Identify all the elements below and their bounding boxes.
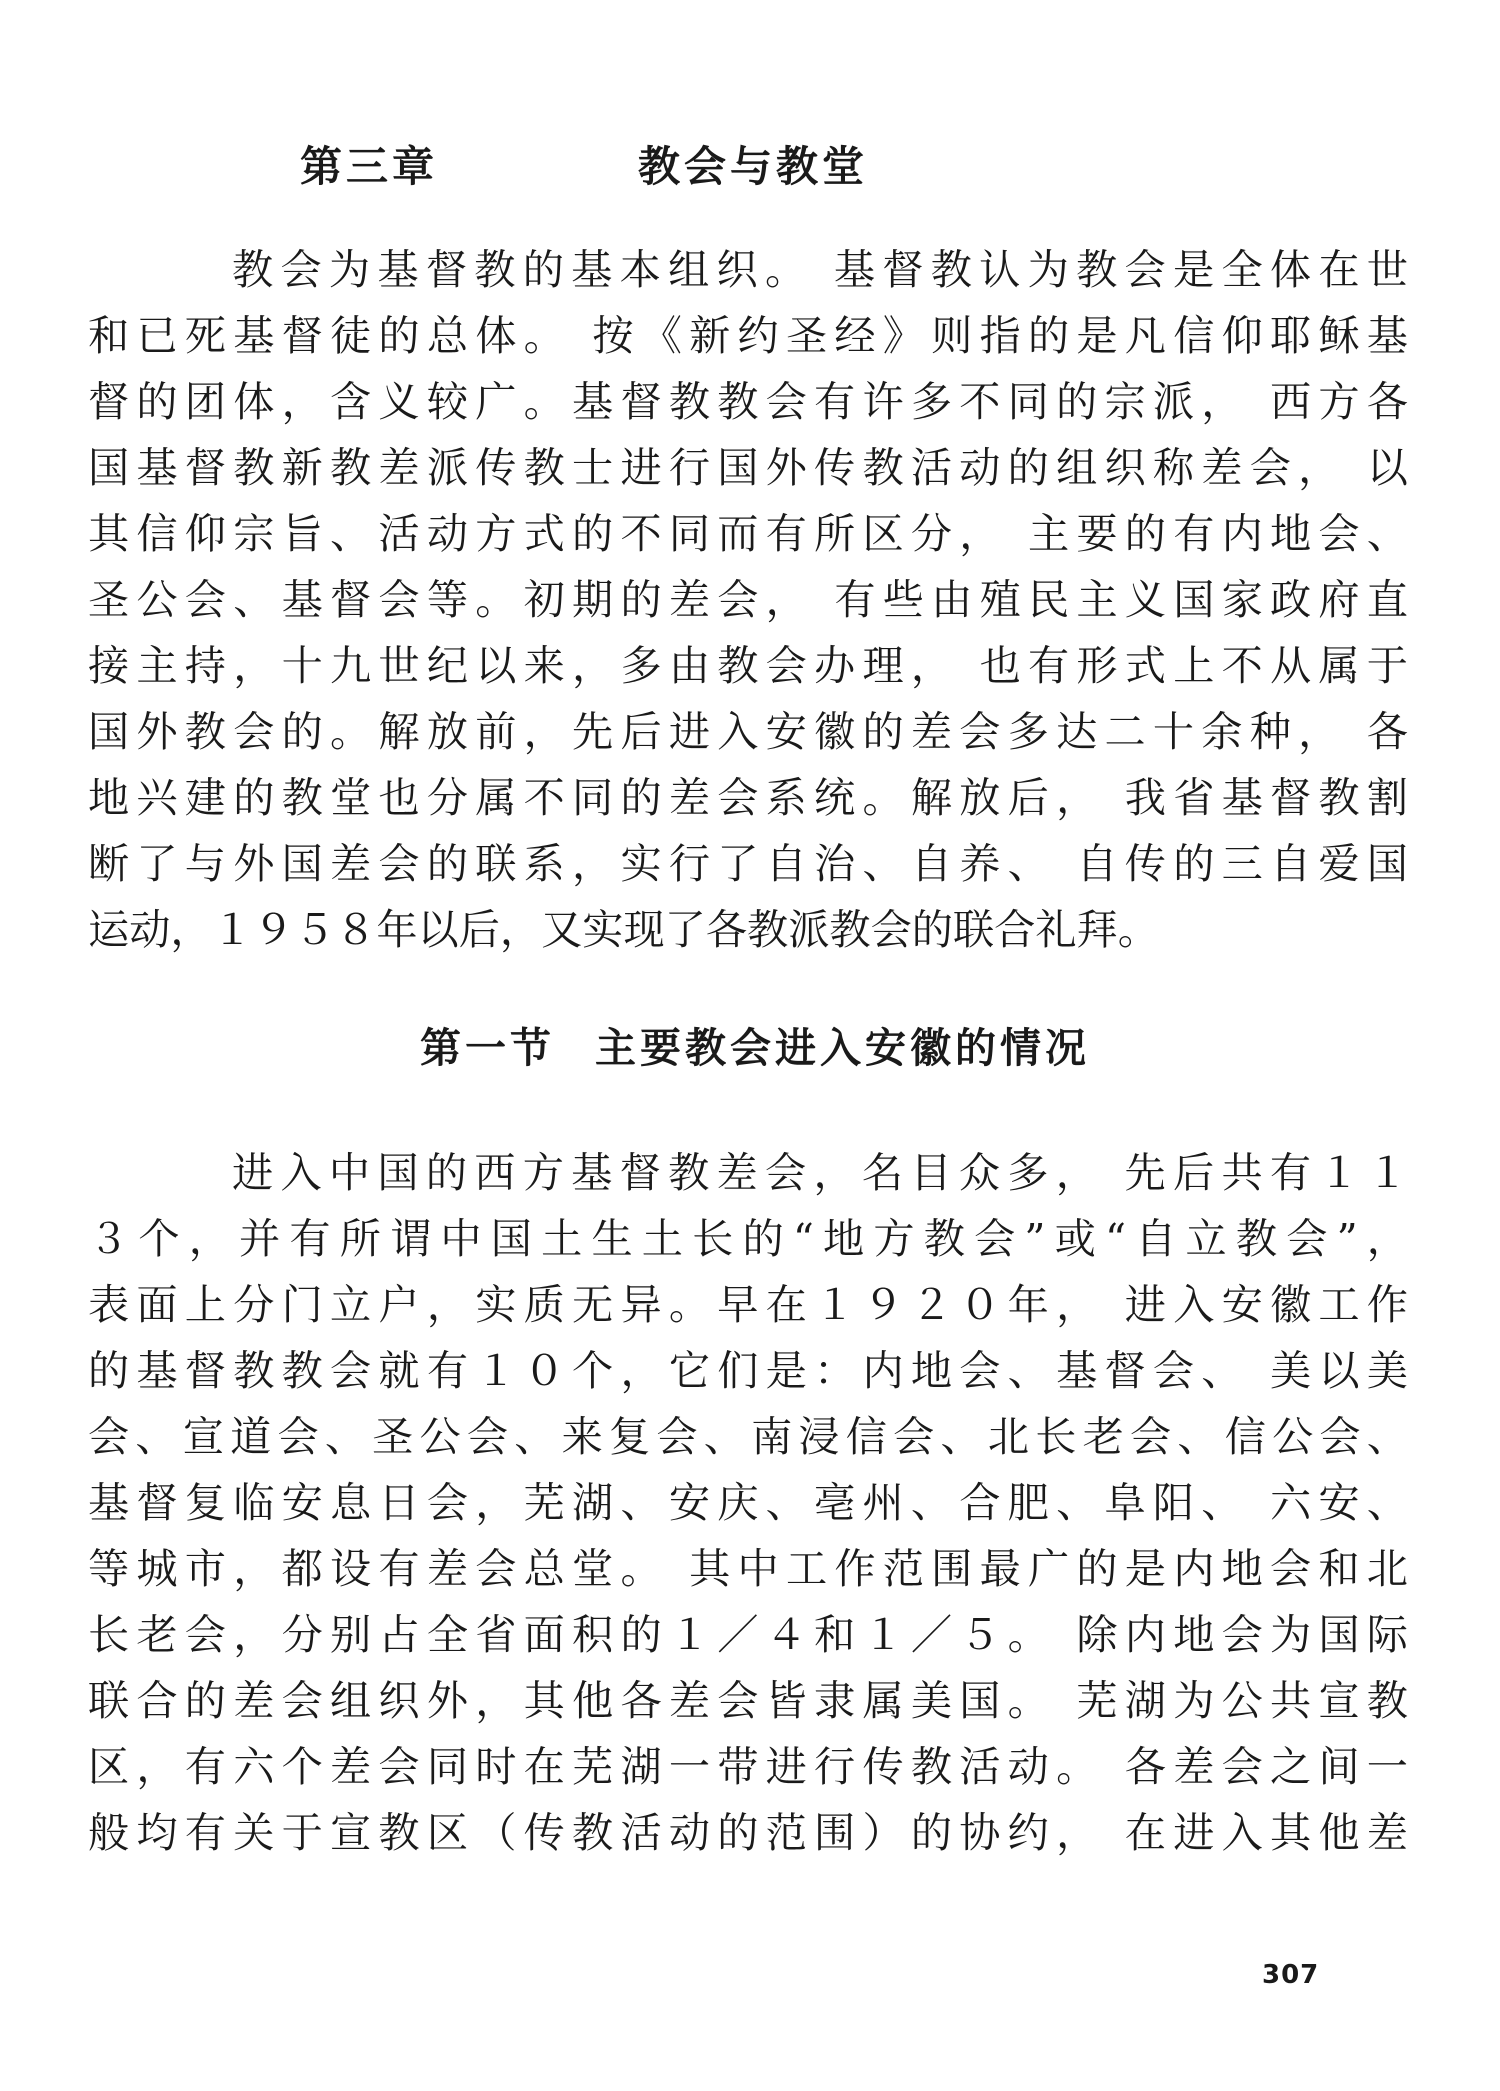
section-number: 第一节 — [420, 1024, 555, 1072]
page-number: 307 — [1262, 1960, 1320, 1990]
section-heading — [420, 1015, 1090, 1074]
text-line: 教会为基督教的基本组织。 基督教认为教会是全体在世 — [232, 246, 1408, 294]
text-line: 进入中国的西方基督教差会，名目众多， 先后共有１１ — [232, 1149, 1408, 1197]
text-line: 督的团体，含义较广。基督教教会有许多不同的宗派， 西方各 — [88, 378, 1408, 426]
section-title: 主要教会进入安徽的情况 — [595, 1024, 1090, 1072]
text-line: 国基督教新教差派传教士进行国外传教活动的组织称差会， 以 — [88, 444, 1408, 492]
text-line: 等城市，都设有差会总堂。 其中工作范围最广的是内地会和北 — [88, 1545, 1408, 1593]
text-line: 运动，１９５８年以后，又实现了各教派教会的联合礼拜。 — [88, 906, 1159, 954]
text-line: 的基督教教会就有１０个，它们是：内地会、基督会、 美以美 — [88, 1347, 1408, 1395]
chapter-heading — [300, 134, 868, 194]
text-line: 圣公会、基督会等。初期的差会， 有些由殖民主义国家政府直 — [88, 576, 1408, 624]
text-line: 接主持，十九世纪以来，多由教会办理， 也有形式上不从属于 — [88, 642, 1408, 690]
text-line: 会、宣道会、圣公会、来复会、南浸信会、北长老会、信公会、 — [88, 1413, 1408, 1461]
text-line: ３个，并有所谓中国土生土长的“地方教会”或“自立教会”， — [88, 1215, 1408, 1263]
text-line: 地兴建的教堂也分属不同的差会系统。解放后， 我省基督教割 — [88, 774, 1408, 822]
text-line: 国外教会的。解放前，先后进入安徽的差会多达二十余种， 各 — [88, 708, 1408, 756]
text-line: 基督复临安息日会，芜湖、安庆、亳州、合肥、阜阳、 六安、 — [88, 1479, 1408, 1527]
text-line: 断了与外国差会的联系，实行了自治、自养、 自传的三自爱国 — [88, 840, 1408, 888]
text-line: 区，有六个差会同时在芜湖一带进行传教活动。 各差会之间一 — [88, 1743, 1408, 1791]
text-line: 般均有关于宣教区（传教活动的范围）的协约， 在进入其他差 — [88, 1809, 1408, 1857]
text-line: 其信仰宗旨、活动方式的不同而有所区分， 主要的有内地会、 — [88, 510, 1408, 558]
text-line: 联合的差会组织外，其他各差会皆隶属美国。 芜湖为公共宣教 — [88, 1677, 1408, 1725]
text-line: 和已死基督徒的总体。 按《新约圣经》则指的是凡信仰耶稣基 — [88, 312, 1408, 360]
chapter-number: 第三章 — [300, 142, 439, 191]
chapter-title: 教会与教堂 — [638, 142, 869, 191]
text-line: 表面上分门立户，实质无异。早在１９２０年， 进入安徽工作 — [88, 1281, 1408, 1329]
text-line: 长老会，分别占全省面积的１／４和１／５。 除内地会为国际 — [88, 1611, 1408, 1659]
